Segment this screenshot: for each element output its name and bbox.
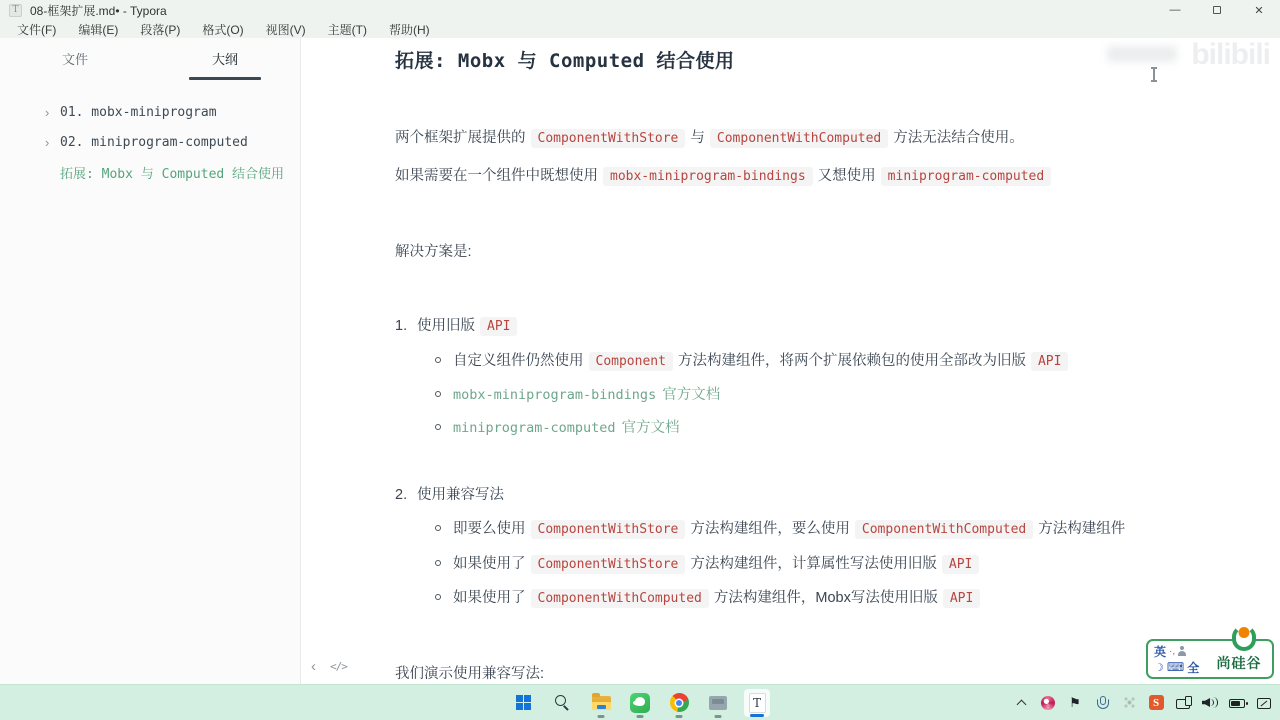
tab-files[interactable] — [0, 49, 150, 80]
ime-punct-indicator[interactable]: ·, — [1169, 645, 1176, 657]
start-button[interactable] — [510, 688, 536, 718]
circle-bullet-icon — [435, 594, 441, 600]
tray-volume[interactable] — [1202, 695, 1218, 711]
moon-icon[interactable]: ☽ — [1154, 661, 1164, 674]
code-span: API — [1031, 352, 1068, 371]
source-code-mode-icon[interactable]: </> — [330, 660, 347, 673]
tab-files-label: 文件 — [61, 52, 88, 67]
restore-icon — [1213, 6, 1221, 14]
keyboard-icon[interactable]: ⌨ — [1166, 660, 1185, 674]
tray-expand-button[interactable] — [1013, 695, 1029, 711]
code-span: ComponentWithComputed — [531, 589, 709, 608]
code-span: mobx-miniprogram-bindings — [603, 167, 813, 186]
flag-icon: ⚑ — [1069, 695, 1081, 710]
chevron-right-icon: › — [45, 134, 50, 150]
folder-icon — [592, 696, 611, 710]
wechat-devtools-icon — [630, 693, 650, 713]
ime-fullwidth-indicator[interactable]: 全 — [1187, 660, 1200, 675]
swirl-icon — [1041, 696, 1055, 710]
sidebar-collapse-icon[interactable]: ‹ — [311, 658, 316, 675]
running-indicator — [715, 715, 722, 718]
window-controls — [1154, 0, 1280, 20]
ime-panel[interactable] — [1146, 639, 1274, 679]
typora-icon: T — [749, 693, 766, 713]
outline-list — [0, 97, 300, 187]
code-span: miniprogram-computed — [881, 167, 1052, 186]
running-indicator — [676, 715, 683, 718]
tray-s-app[interactable] — [1148, 695, 1164, 711]
code-span: ComponentWithStore — [531, 555, 686, 574]
list-item — [435, 384, 1220, 406]
remote-app-button[interactable] — [705, 688, 731, 718]
running-indicator — [598, 715, 605, 718]
code-span: ComponentWithComputed — [855, 520, 1033, 539]
search-button[interactable] — [549, 688, 575, 718]
atguigu-brand — [1206, 641, 1272, 677]
tray-microphone[interactable] — [1094, 695, 1110, 711]
code-span: API — [943, 589, 980, 608]
speaker-icon — [1202, 696, 1218, 709]
circle-bullet-icon — [435, 391, 441, 397]
outline-item-label: 02. miniprogram-computed — [60, 134, 248, 150]
tray-flag-app[interactable] — [1067, 695, 1083, 711]
markdown-document — [301, 38, 1280, 684]
code-span: API — [480, 317, 517, 336]
main-area — [0, 38, 1280, 684]
typora-app-icon: T — [9, 4, 22, 17]
taskbar — [0, 684, 1280, 720]
paragraph: 如果需要在一个组件中既想使用 mobx-miniprogram-bindings 又想使用 miniprogram-computed — [395, 165, 1220, 188]
menu-format[interactable]: 格式(O) — [202, 22, 244, 37]
tray-swirl-app[interactable] — [1040, 695, 1056, 711]
tray-cast-device[interactable] — [1175, 695, 1191, 711]
titlebar — [0, 0, 1280, 20]
code-span: ComponentWithStore — [531, 129, 686, 148]
paragraph: 两个框架扩展提供的 ComponentWithStore 与 ComponentWithComputed 方法无法结合使用。 — [395, 130, 1024, 146]
menubar — [0, 20, 1280, 38]
editor-content[interactable] — [301, 38, 1280, 684]
file-explorer-button[interactable] — [588, 688, 614, 718]
minimize-button[interactable] — [1154, 0, 1196, 20]
system-tray — [1013, 685, 1272, 720]
menu-edit[interactable]: 编辑(E) — [78, 22, 119, 37]
code-span: Component — [589, 352, 673, 371]
ime-status — [1148, 641, 1206, 677]
paragraph: 我们演示使用兼容写法: — [395, 666, 545, 682]
tab-outline-label: 大纲 — [211, 52, 238, 67]
link-miniprogram-computed-docs[interactable]: miniprogram-computed 官方文档 — [453, 420, 680, 436]
menu-theme[interactable]: 主题(T) — [327, 22, 367, 37]
menu-view[interactable]: 视图(V) — [265, 22, 306, 37]
close-icon: ✕ — [1254, 4, 1264, 17]
chrome-button[interactable] — [666, 688, 692, 718]
sidebar — [0, 38, 301, 684]
monitor-phone-icon — [1176, 699, 1190, 709]
typora-taskbar-button[interactable] — [744, 688, 770, 718]
circle-bullet-icon — [435, 560, 441, 566]
bilibili-logo-text: bilibili — [1191, 38, 1270, 71]
text-cursor — [1153, 68, 1155, 81]
faint-app-icon — [1123, 696, 1136, 709]
chrome-icon — [670, 693, 689, 712]
tab-outline-underline — [189, 77, 261, 80]
minimize-icon: — — [1169, 4, 1181, 16]
active-app-tile — [744, 689, 770, 717]
chevron-up-icon — [1016, 699, 1026, 709]
code-span: ComponentWithComputed — [710, 129, 888, 148]
chevron-right-icon: › — [45, 104, 50, 120]
close-button[interactable] — [1238, 0, 1280, 20]
outline-item-label: 拓展: Mobx 与 Computed 结合使用 — [60, 166, 285, 182]
paragraph: 解决方案是: — [395, 244, 472, 260]
outline-item-miniprogram-computed[interactable] — [0, 127, 300, 157]
list-item: 如果使用了 ComponentWithComputed 方法构建组件，Mobx写法使用旧版 API — [435, 587, 1220, 610]
menu-paragraph[interactable]: 段落(P) — [140, 22, 181, 37]
link-mobx-bindings-docs[interactable]: mobx-miniprogram-bindings 官方文档 — [453, 387, 721, 403]
tab-outline[interactable] — [150, 49, 300, 80]
circle-bullet-icon — [435, 424, 441, 430]
battery-icon — [1229, 699, 1245, 708]
ime-mode-indicator[interactable]: 英 — [1154, 644, 1167, 659]
sidebar-tabs — [0, 38, 300, 80]
atguigu-brand-text: 尚硅谷 — [1216, 655, 1262, 671]
window-title: 08-框架扩展.md• - Typora — [30, 3, 167, 18]
circle-bullet-icon — [435, 525, 441, 531]
tray-faint-app[interactable] — [1121, 695, 1137, 711]
search-icon — [555, 695, 570, 710]
remote-app-icon — [709, 696, 727, 710]
list-item: 自定义组件仍然使用 Component 方法构建组件，将两个扩展依赖包的使用全部改为旧版 API — [435, 350, 1220, 373]
code-span: ComponentWithStore — [531, 520, 686, 539]
tray-touch-keyboard[interactable] — [1256, 695, 1272, 711]
list-item — [435, 417, 1220, 439]
list-item: 如果使用了 ComponentWithStore 方法构建组件，计算属性写法使用旧版 API — [435, 553, 1220, 576]
wechat-devtools-button[interactable] — [627, 688, 653, 718]
microphone-icon — [1096, 696, 1108, 710]
circle-bullet-icon — [435, 357, 441, 363]
person-icon[interactable] — [1178, 646, 1186, 656]
running-indicator — [637, 715, 644, 718]
taskbar-center — [510, 685, 770, 720]
ordered-list-item-1: 1. 使用旧版 API — [395, 315, 1220, 338]
list-item: 即要么使用 ComponentWithStore 方法构建组件，要么使用 ComponentWithComputed 方法构建组件 — [435, 518, 1220, 541]
s-badge-icon: S — [1149, 695, 1164, 710]
windows-start-icon — [516, 695, 531, 710]
active-indicator — [750, 714, 764, 717]
ordered-list-item-2: 2. 使用兼容写法 — [395, 487, 504, 503]
outline-item-label: 01. mobx-miniprogram — [60, 104, 217, 120]
outline-item-mobx-miniprogram[interactable] — [0, 97, 300, 127]
doc-heading: 拓展: Mobx 与 Computed 结合使用 — [395, 50, 735, 72]
tab-files-underline — [39, 77, 111, 80]
outline-item-extension-active[interactable] — [0, 157, 300, 187]
tray-battery[interactable] — [1229, 695, 1245, 711]
touch-keyboard-icon — [1257, 698, 1271, 709]
menu-file[interactable]: 文件(F) — [17, 22, 57, 37]
editor-status-icons — [311, 658, 347, 675]
restore-button[interactable] — [1196, 0, 1238, 20]
code-span: API — [942, 555, 979, 574]
atguigu-logo-icon — [1232, 625, 1256, 651]
menu-help[interactable]: 帮助(H) — [388, 22, 430, 37]
